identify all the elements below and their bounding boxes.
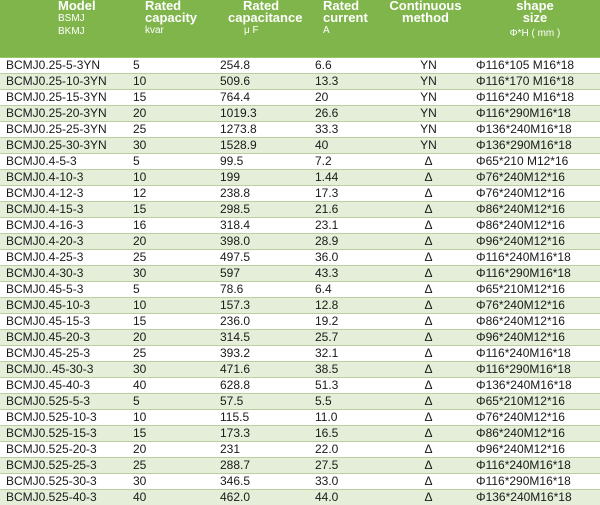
cell-capacity: 20: [127, 105, 214, 121]
cell-capacitance: 509.6: [214, 73, 309, 89]
cell-shape: Φ116*290M16*18: [470, 473, 600, 489]
cell-model: BCMJ0.525-40-3: [0, 489, 127, 505]
header-current-unit: A: [323, 25, 330, 36]
cell-current: 17.3: [309, 185, 381, 201]
cell-capacity: 30: [127, 473, 214, 489]
cell-model: BCMJ0.45-20-3: [0, 329, 127, 345]
cell-current: 6.4: [309, 281, 381, 297]
cell-capacity: 10: [127, 169, 214, 185]
table-row: [0, 265, 600, 281]
cell-capacity: 10: [127, 297, 214, 313]
cell-model: BCMJ0.45-5-3: [0, 281, 127, 297]
table-row: [0, 313, 600, 329]
cell-capacitance: 462.0: [214, 489, 309, 505]
cell-shape: Φ116*240 M16*18: [470, 89, 600, 105]
cell-method: Δ: [381, 409, 470, 425]
table-row: [0, 361, 600, 377]
table-row: [0, 393, 600, 409]
header-capacity-label: Rated: [145, 0, 182, 13]
cell-method: Δ: [381, 393, 470, 409]
cell-capacity: 30: [127, 137, 214, 153]
cell-shape: Φ116*170 M16*18: [470, 73, 600, 89]
cell-model: BCMJ0.45-25-3: [0, 345, 127, 361]
cell-method: Δ: [381, 265, 470, 281]
cell-model: BCMJ0.525-15-3: [0, 425, 127, 441]
cell-capacitance: 393.2: [214, 345, 309, 361]
cell-current: 1.44: [309, 169, 381, 185]
cell-model: BCMJ0.525-20-3: [0, 441, 127, 457]
header-capacitance-unit: μ F: [244, 25, 259, 36]
cell-method: YN: [381, 89, 470, 105]
table-row: [0, 137, 600, 153]
table-row: [0, 89, 600, 105]
cell-shape: Φ76*240M12*16: [470, 297, 600, 313]
cell-capacitance: 238.8: [214, 185, 309, 201]
cell-capacitance: 173.3: [214, 425, 309, 441]
cell-capacity: 15: [127, 313, 214, 329]
cell-capacity: 15: [127, 425, 214, 441]
cell-current: 44.0: [309, 489, 381, 505]
cell-current: 22.0: [309, 441, 381, 457]
cell-shape: Φ96*240M12*16: [470, 329, 600, 345]
cell-method: Δ: [381, 201, 470, 217]
header-shape-unit: Φ*H ( mm ): [509, 28, 561, 39]
cell-capacity: 25: [127, 121, 214, 137]
cell-capacity: 15: [127, 89, 214, 105]
cell-current: 38.5: [309, 361, 381, 377]
cell-method: Δ: [381, 345, 470, 361]
cell-model: BCMJ0.4-30-3: [0, 265, 127, 281]
header-capacitance-label: Rated: [243, 0, 280, 13]
cell-model: BCMJ0.525-10-3: [0, 409, 127, 425]
header-capacitance: [214, 0, 309, 57]
cell-capacitance: 78.6: [214, 281, 309, 297]
cell-current: 32.1: [309, 345, 381, 361]
table-row: [0, 217, 600, 233]
cell-capacity: 5: [127, 281, 214, 297]
table-row: [0, 105, 600, 121]
cell-capacitance: 1273.8: [214, 121, 309, 137]
cell-shape: Φ86*240M12*16: [470, 313, 600, 329]
table-row: [0, 73, 600, 89]
cell-capacitance: 57.5: [214, 393, 309, 409]
table-row: [0, 489, 600, 505]
cell-method: Δ: [381, 297, 470, 313]
cell-method: Δ: [381, 425, 470, 441]
cell-current: 6.6: [309, 57, 381, 73]
cell-capacity: 30: [127, 361, 214, 377]
cell-method: Δ: [381, 217, 470, 233]
cell-capacity: 25: [127, 457, 214, 473]
cell-method: Δ: [381, 281, 470, 297]
cell-shape: Φ86*240M12*16: [470, 425, 600, 441]
cell-shape: Φ116*290M16*18: [470, 361, 600, 377]
cell-capacitance: 199: [214, 169, 309, 185]
cell-model: BCMJ0.25-25-3YN: [0, 121, 127, 137]
cell-current: 36.0: [309, 249, 381, 265]
cell-capacitance: 497.5: [214, 249, 309, 265]
header-capacity: [127, 0, 214, 57]
cell-method: Δ: [381, 313, 470, 329]
header-method-label2: method: [402, 10, 449, 25]
cell-method: Δ: [381, 489, 470, 505]
header-shape-label2: size: [522, 10, 548, 25]
cell-method: Δ: [381, 361, 470, 377]
table-row: [0, 441, 600, 457]
cell-capacity: 16: [127, 217, 214, 233]
cell-model: BCMJ0.25-10-3YN: [0, 73, 127, 89]
table-row: [0, 121, 600, 137]
cell-method: Δ: [381, 153, 470, 169]
cell-model: BCMJ0.4-20-3: [0, 233, 127, 249]
table-body: [0, 57, 600, 505]
cell-capacitance: 398.0: [214, 233, 309, 249]
cell-model: BCMJ0.4-10-3: [0, 169, 127, 185]
cell-capacity: 5: [127, 57, 214, 73]
cell-current: 51.3: [309, 377, 381, 393]
header-method-label: Continuous: [389, 0, 462, 13]
cell-capacitance: 346.5: [214, 473, 309, 489]
cell-current: 43.3: [309, 265, 381, 281]
cell-current: 33.0: [309, 473, 381, 489]
table-row: [0, 201, 600, 217]
cell-capacity: 10: [127, 409, 214, 425]
cell-current: 13.3: [309, 73, 381, 89]
cell-shape: Φ65*210M12*16: [470, 393, 600, 409]
cell-current: 5.5: [309, 393, 381, 409]
cell-model: BCMJ0.25-5-3YN: [0, 57, 127, 73]
cell-shape: Φ136*240M16*18: [470, 377, 600, 393]
header-method: [381, 0, 470, 57]
cell-method: YN: [381, 73, 470, 89]
cell-method: Δ: [381, 377, 470, 393]
cell-current: 33.3: [309, 121, 381, 137]
cell-shape: Φ86*240M12*16: [470, 217, 600, 233]
cell-method: Δ: [381, 441, 470, 457]
cell-model: BCMJ0.25-20-3YN: [0, 105, 127, 121]
header-current: [309, 0, 381, 57]
cell-capacity: 30: [127, 265, 214, 281]
cell-model: BCMJ0.525-25-3: [0, 457, 127, 473]
cell-capacitance: 597: [214, 265, 309, 281]
cell-current: 25.7: [309, 329, 381, 345]
table-row: [0, 153, 600, 169]
cell-model: BCMJ0.4-25-3: [0, 249, 127, 265]
table-row: [0, 249, 600, 265]
cell-current: 27.5: [309, 457, 381, 473]
cell-capacitance: 288.7: [214, 457, 309, 473]
cell-capacitance: 1528.9: [214, 137, 309, 153]
cell-model: BCMJ0.525-30-3: [0, 473, 127, 489]
cell-capacitance: 231: [214, 441, 309, 457]
header-capacity-label2: capacity: [145, 10, 198, 25]
cell-current: 16.5: [309, 425, 381, 441]
cell-shape: Φ65*210 M12*16: [470, 153, 600, 169]
cell-capacitance: 115.5: [214, 409, 309, 425]
cell-capacity: 20: [127, 329, 214, 345]
cell-capacitance: 764.4: [214, 89, 309, 105]
header-model: [0, 0, 127, 57]
cell-capacity: 12: [127, 185, 214, 201]
cell-method: YN: [381, 137, 470, 153]
cell-model: BCMJ0.25-15-3YN: [0, 89, 127, 105]
header-capacity-unit: kvar: [145, 25, 164, 36]
table-row: [0, 185, 600, 201]
table-row: [0, 457, 600, 473]
cell-model: BCMJ0.4-16-3: [0, 217, 127, 233]
cell-current: 12.8: [309, 297, 381, 313]
cell-model: BCMJ0..45-30-3: [0, 361, 127, 377]
cell-method: YN: [381, 105, 470, 121]
cell-capacity: 5: [127, 393, 214, 409]
cell-capacity: 15: [127, 201, 214, 217]
cell-model: BCMJ0.525-5-3: [0, 393, 127, 409]
table-row: [0, 233, 600, 249]
cell-method: YN: [381, 121, 470, 137]
cell-capacity: 25: [127, 345, 214, 361]
cell-capacitance: 471.6: [214, 361, 309, 377]
cell-method: Δ: [381, 329, 470, 345]
cell-shape: Φ116*240M16*18: [470, 457, 600, 473]
cell-shape: Φ116*240M16*18: [470, 345, 600, 361]
header-model-sub1: BSMJ: [58, 13, 85, 24]
cell-shape: Φ76*240M12*16: [470, 185, 600, 201]
table-row: [0, 169, 600, 185]
table-row: [0, 329, 600, 345]
cell-shape: Φ76*240M12*16: [470, 169, 600, 185]
cell-method: Δ: [381, 249, 470, 265]
cell-capacity: 20: [127, 233, 214, 249]
cell-capacity: 25: [127, 249, 214, 265]
cell-capacitance: 628.8: [214, 377, 309, 393]
cell-shape: Φ136*290M16*18: [470, 137, 600, 153]
header-current-label: Rated: [323, 0, 360, 13]
cell-capacitance: 314.5: [214, 329, 309, 345]
table-row: [0, 281, 600, 297]
cell-current: 7.2: [309, 153, 381, 169]
cell-model: BCMJ0.25-30-3YN: [0, 137, 127, 153]
cell-shape: Φ116*240M16*18: [470, 249, 600, 265]
cell-capacitance: 1019.3: [214, 105, 309, 121]
table-row: [0, 57, 600, 73]
cell-current: 21.6: [309, 201, 381, 217]
cell-shape: Φ76*240M12*16: [470, 409, 600, 425]
table-row: [0, 345, 600, 361]
cell-capacitance: 99.5: [214, 153, 309, 169]
table-row: [0, 409, 600, 425]
cell-current: 11.0: [309, 409, 381, 425]
cell-model: BCMJ0.4-15-3: [0, 201, 127, 217]
cell-method: Δ: [381, 185, 470, 201]
cell-capacity: 10: [127, 73, 214, 89]
cell-shape: Φ116*290M16*18: [470, 265, 600, 281]
cell-method: Δ: [381, 473, 470, 489]
cell-shape: Φ136*240M16*18: [470, 121, 600, 137]
header-current-label2: current: [323, 10, 368, 25]
cell-shape: Φ116*105 M16*18: [470, 57, 600, 73]
header-shape-label: shape: [516, 0, 554, 13]
header-shape: [470, 0, 600, 57]
cell-capacity: 40: [127, 489, 214, 505]
cell-capacity: 5: [127, 153, 214, 169]
cell-method: Δ: [381, 457, 470, 473]
cell-shape: Φ136*240M16*18: [470, 489, 600, 505]
cell-current: 23.1: [309, 217, 381, 233]
cell-current: 20: [309, 89, 381, 105]
cell-shape: Φ116*290M16*18: [470, 105, 600, 121]
table-row: [0, 473, 600, 489]
cell-capacitance: 254.8: [214, 57, 309, 73]
cell-capacity: 40: [127, 377, 214, 393]
table-header-row: [0, 0, 600, 57]
cell-shape: Φ96*240M12*16: [470, 441, 600, 457]
cell-model: BCMJ0.4-5-3: [0, 153, 127, 169]
header-model-label: Model: [58, 0, 96, 13]
cell-method: Δ: [381, 169, 470, 185]
cell-capacity: 20: [127, 441, 214, 457]
cell-capacitance: 298.5: [214, 201, 309, 217]
header-model-sub2: BKMJ: [58, 26, 85, 37]
cell-model: BCMJ0.4-12-3: [0, 185, 127, 201]
table-row: [0, 297, 600, 313]
cell-capacitance: 157.3: [214, 297, 309, 313]
cell-model: BCMJ0.45-40-3: [0, 377, 127, 393]
cell-model: BCMJ0.45-15-3: [0, 313, 127, 329]
cell-current: 26.6: [309, 105, 381, 121]
cell-shape: Φ96*240M12*16: [470, 233, 600, 249]
cell-method: Δ: [381, 233, 470, 249]
cell-current: 28.9: [309, 233, 381, 249]
cell-shape: Φ65*210M12*16: [470, 281, 600, 297]
cell-shape: Φ86*240M12*16: [470, 201, 600, 217]
cell-capacitance: 318.4: [214, 217, 309, 233]
cell-current: 40: [309, 137, 381, 153]
header-capacitance-label2: capacitance: [228, 10, 303, 25]
cell-method: YN: [381, 57, 470, 73]
cell-capacitance: 236.0: [214, 313, 309, 329]
table-row: [0, 377, 600, 393]
cell-current: 19.2: [309, 313, 381, 329]
table-row: [0, 425, 600, 441]
cell-model: BCMJ0.45-10-3: [0, 297, 127, 313]
